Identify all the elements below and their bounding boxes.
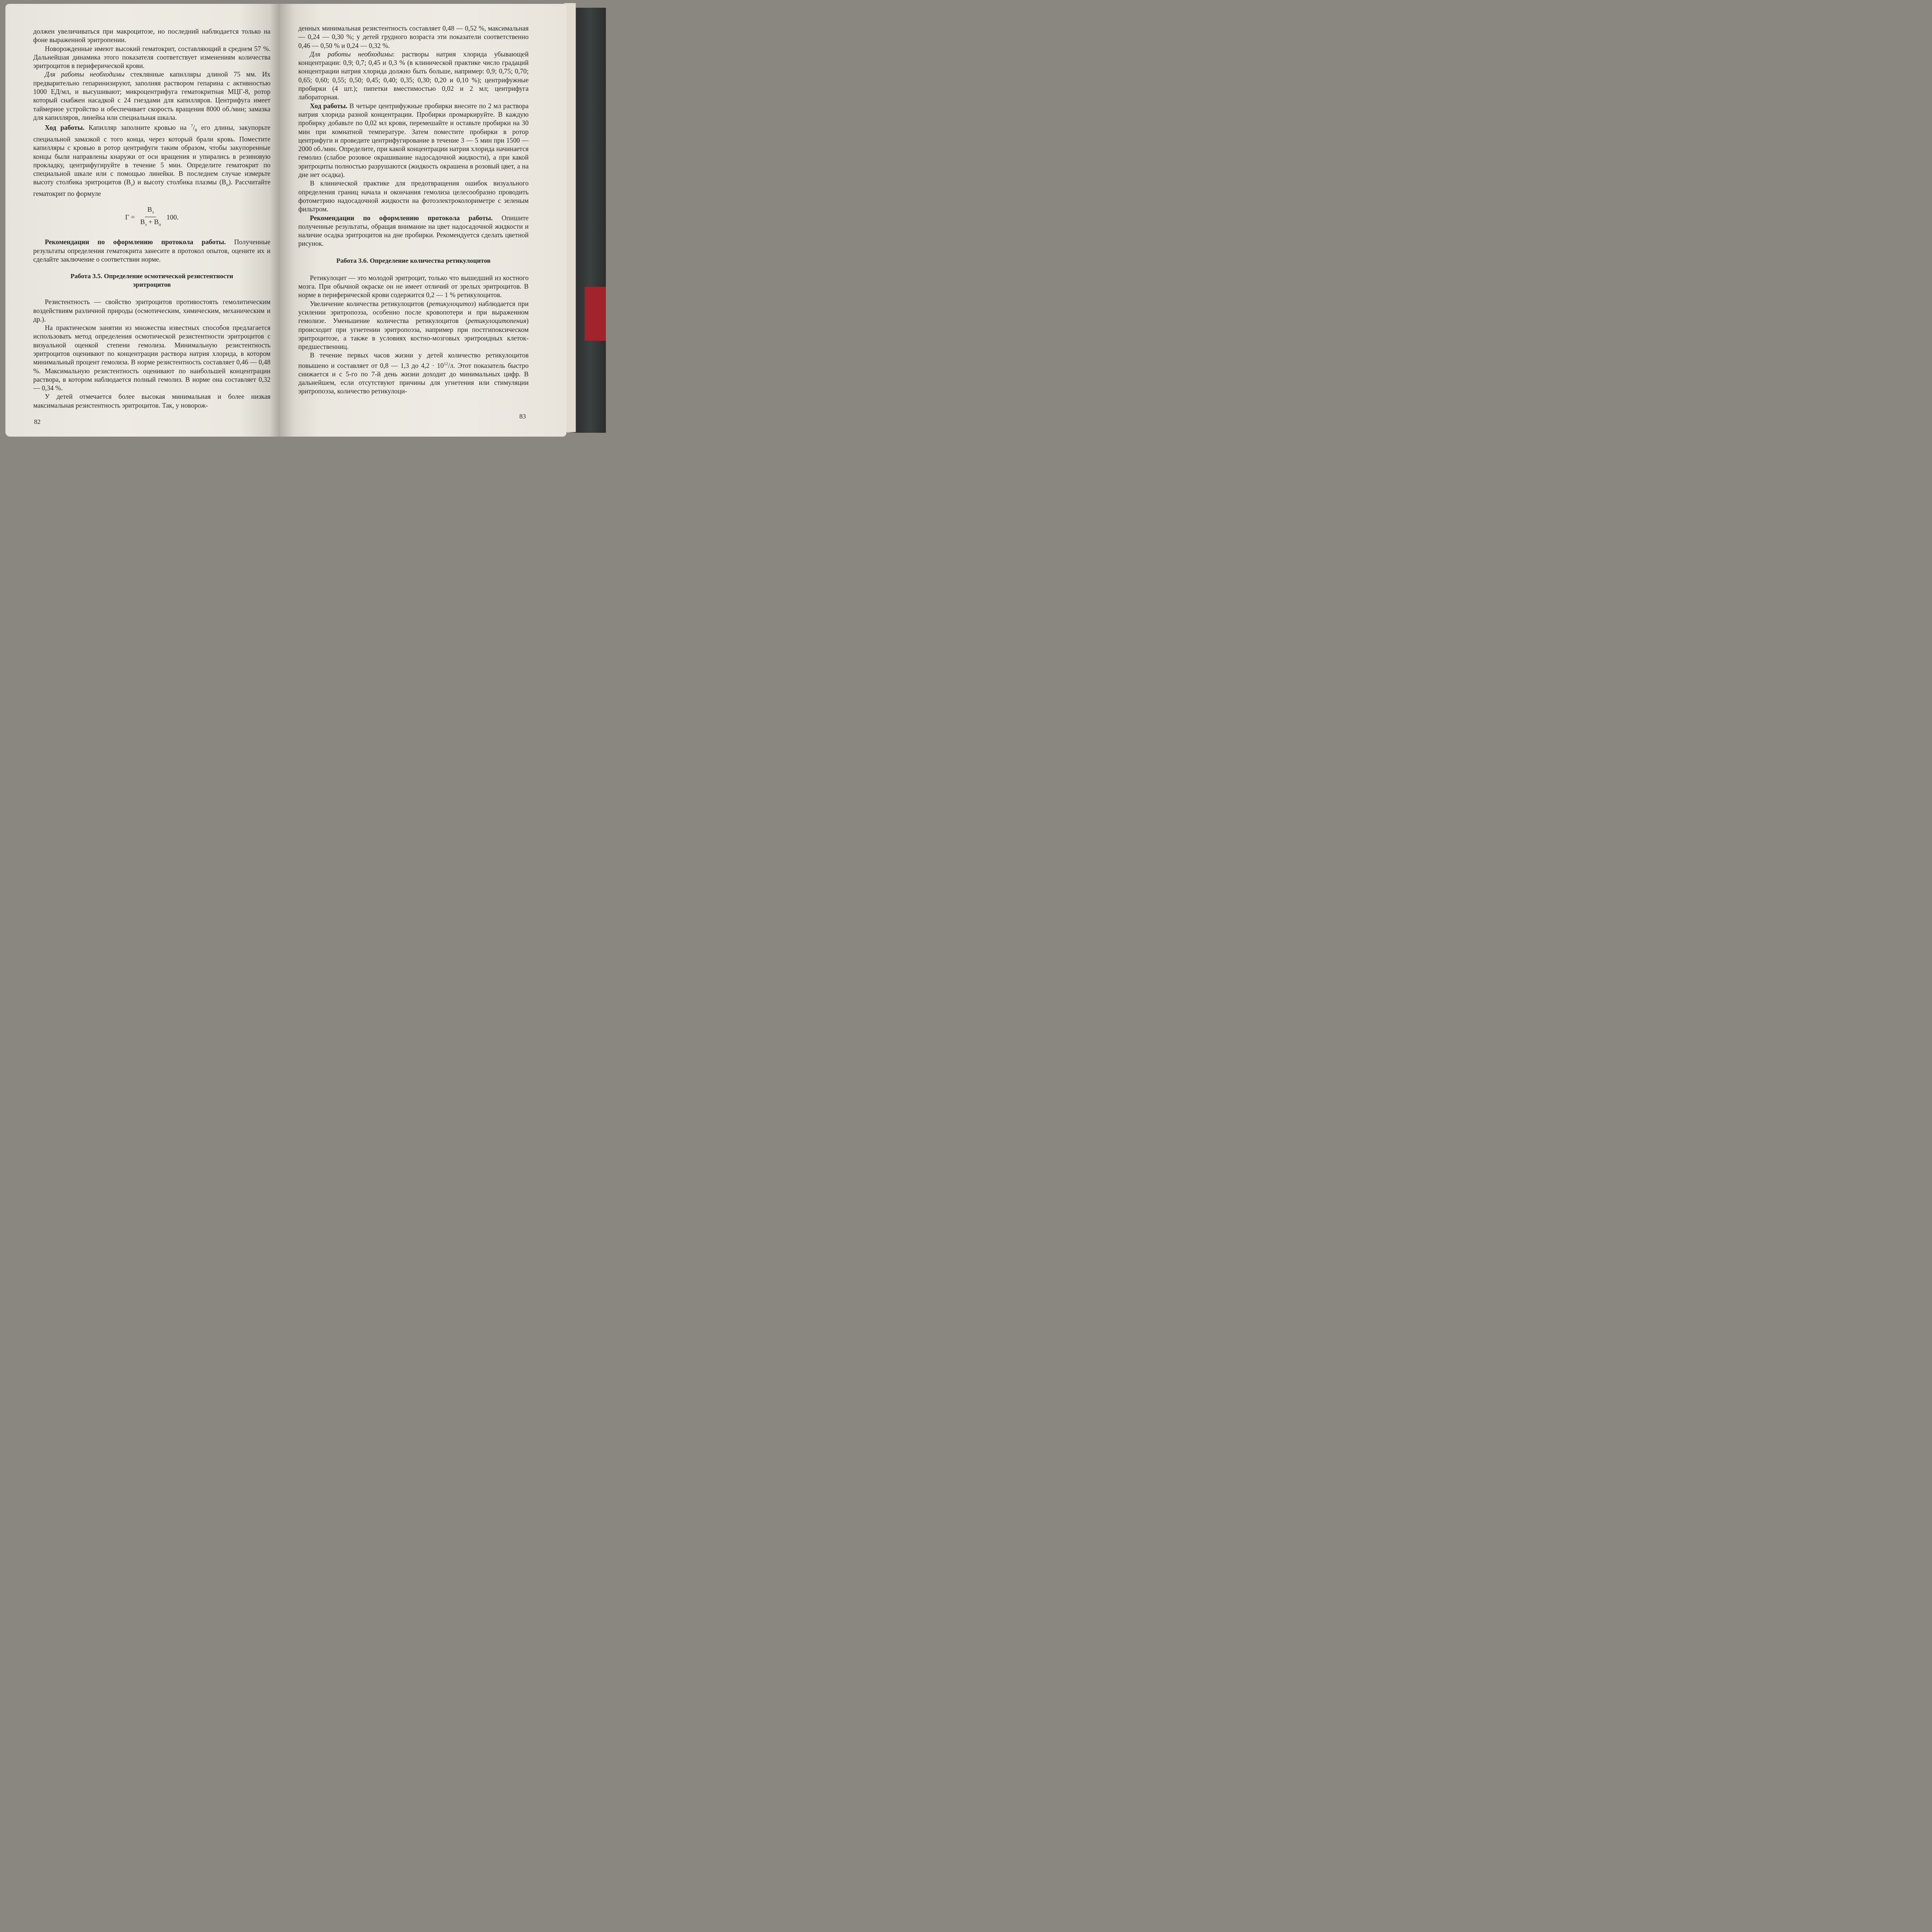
paragraph-text: ). Рассчитайте гематокрит по формуле	[33, 178, 271, 198]
formula-subscript: э	[152, 210, 154, 215]
formula-symbol: В	[154, 218, 159, 226]
subscript: п	[226, 182, 229, 187]
right-page	[280, 4, 566, 437]
paragraph: Новорожденные имеют высокий гематокрит, составляющий в среднем 57 %. Дальнейшая динамика этого показателя соответствует изменениям количества эритроцитов в периферической крови.	[33, 44, 270, 70]
paragraph-text: В течение первых часов жизни у детей количество ретикулоцитов повышено и составляет от 0,8 — 1,3 до 4,2 · 10	[298, 351, 529, 369]
section-heading-3-6: Работа 3.6. Определение количества ретикулоцитов	[336, 257, 491, 264]
subscript: э	[131, 182, 133, 187]
paragraph: Ретикулоцит — это молодой эритроцит, только что вышедший из костного мозга. При обычной окраске он не имеет отличий от зрелых эритроцитов. В норме в периферической крови содержится 0,2 — 1 % ретикулоцитов.	[298, 274, 529, 299]
right-page-text	[298, 24, 529, 396]
paragraph-text: ) и высоту столбика плазмы (В	[133, 178, 226, 186]
hematocrit-formula	[33, 205, 270, 230]
heading-line: эритроцитов	[133, 281, 171, 289]
bold-lead: Ход работы.	[45, 124, 85, 132]
paragraph: Резистентность — свойство эритроцитов противостоять гемолитическим воздействиям различной природы (осмотическим, химическим, механическим и др.).	[33, 298, 270, 323]
heading-line: Работа 3.5. Определение осмотической резистентности	[70, 272, 233, 280]
formula-lhs: Г =	[125, 213, 135, 221]
paragraph-text: : растворы натрия хлорида убывающей концентрации: 0,9; 0,7; 0,45 и 0,3 % (в клинической практике число градаций концентрации натрия хлорида должно быть больше, например: 0,9; 0,75; 0,70; 0,65; 0,60; 0,55; 0,50; 0,45; 0,40; 0,35; 0,30; 0,20 и 0,10 %); центрифужные пробирки (4 шт.); пипетки вместимостью 0,02 и 2 мл; центрифуга лабораторная.	[298, 50, 529, 101]
paragraph	[298, 50, 529, 102]
paragraph-text: Увеличение количества ретикулоцитов (	[310, 299, 429, 308]
paragraph-text: /л. Этот показатель быстро снижается и с 5-го по 7-й день жизни доходит до минимальных цифр. В дальнейшем, если отсутствуют причины для угнетения или стимуляции эритропоэза, количество ретикулоци-	[298, 361, 529, 395]
paragraph-text: Опишите полученные результаты, обращая внимание на цвет надосадочной жидкости и наличие осадка эритроцитов на дне пробирки. Рекомендуется сделать цветной рисунок.	[298, 214, 529, 248]
paragraph	[298, 102, 529, 179]
formula-operator: +	[146, 218, 154, 226]
formula-denominator	[138, 217, 163, 229]
book-cover-red-stripe	[585, 287, 606, 341]
paragraph: денных минимальная резистентность составляет 0,48 — 0,52 %, максимальная — 0,24 — 0,30 %; у детей грудного возраста эти показатели соответственно 0,46 — 0,50 % и 0,24 — 0,32 %.	[298, 24, 529, 49]
paragraph-text: Полученные результаты определения гематокрита занесите в протокол опытов, оцените их и сделайте заключение о соответствии норме.	[33, 238, 270, 263]
paragraph: Ход работы. Капилляр заполните кровью на $^7/_8$ его длины, закупорьте специальной замазкой с того конца, через который брали кровь. Поместите капилляры с кровью в ротор центрифуги таким образом, чтобы закупоренные концы были направлены кнаружи от оси вращения и упирались в резиновую прокладку, центрифугируйте в течение 5 мин. Определите гематокрит по специальной шкале или с помощью линейки. В последнем случае измерьте высоту столбика эритроцитов $(В_э)$ и высоту столбика плазмы $(В_п)$. Рассчитайте гематокрит по формуле	[33, 124, 271, 198]
italic-term: ретикулоцитоз	[429, 299, 474, 308]
formula-tail: 100.	[166, 213, 179, 221]
paragraph-text: ) происходит при угнетении эритропоэза, например при постгипоксическом эритроцитозе, а также в условиях костно-мозговых эритроидных клеток-предшественниц.	[298, 317, 529, 351]
paragraph-text: Капилляр заполните кровью на	[84, 124, 191, 132]
superscript: 12	[444, 361, 448, 366]
paragraph	[298, 299, 529, 351]
paragraph-text: его длины, закупорьте специальной замазкой с того конца, через который брали кровь. Поместите капилляры с кровью в ротор центрифуги таким образом, чтобы закупоренные концы были направлены кнаружи от оси вращения и упирались в резиновую прокладку, центрифугируйте в течение 5 мин. Определите гематокрит по специальной шкале или с помощью линейки. В последнем случае измерьте высоту столбика эритроцитов (В	[33, 124, 270, 186]
fraction-denominator: 8	[195, 128, 197, 133]
formula-symbol: В	[140, 218, 145, 226]
paragraph	[298, 351, 529, 395]
italic-term: ретикулоцитопения	[468, 317, 527, 325]
paragraph: У детей отмечается более высокая минимальная и более низкая максимальная резистентность эритроцитов. Так, у новорож-	[33, 393, 270, 409]
paragraph-text: стеклянные капилляры длиной 75 мм. Их предварительно гепаринизируют, заполняя раствором гепарина с активностью 1000 ЕД/мл, и высушивают; микроцентрифуга гематокритная МЦГ-8, ротор который снабжен насадкой с 24 гнездами для капилляров. Центрифуга имеет таймерное устройство и обеспечивает скорость вращения 8000 об./мин; замазка для капилляров, линейка или специальная шкала.	[33, 70, 270, 121]
bold-lead: Ход работы.	[310, 102, 348, 110]
left-page	[5, 4, 281, 437]
italic-lead: Для работы необходимы	[45, 70, 125, 78]
formula-symbol: В	[147, 205, 152, 213]
bold-lead: Рекомендации по оформлению протокола работы.	[45, 238, 226, 246]
page-number-left: 82	[34, 418, 41, 425]
formula-fraction	[138, 205, 163, 230]
paragraph: должен увеличиваться при макроцитозе, но последний наблюдается только на фоне выраженной эритропении.	[33, 27, 270, 44]
fraction-numerator: 7	[190, 124, 193, 129]
formula-numerator	[145, 205, 156, 218]
formula-subscript: э	[145, 223, 147, 228]
paragraph	[298, 214, 529, 248]
section-heading-3-5	[33, 272, 270, 289]
page-number-right: 83	[519, 413, 526, 420]
paragraph	[33, 70, 270, 122]
paragraph: В клинической практике для предотвращения ошибок визуального определения границ начала и окончания гемолиза целесообразно проводить фотометрию надосадочной жидкости на фотоэлектроколориметре с зеленым фильтром.	[298, 179, 529, 213]
left-page-text	[33, 27, 270, 410]
paragraph-text: ) наблюдается при усилении эритропоэза, особенно после кровопотери и при выраженном гемолизе. Уменьшение количества ретикулоцитов (	[298, 299, 529, 325]
italic-lead: Для работы необходимы	[310, 50, 393, 58]
paragraph	[33, 238, 270, 264]
paragraph: На практическом занятии из множества известных способов предлагается использовать метод определения осмотической резистентности эритроцитов с визуальной оценкой степени гемолиза. Минимальную резистентность эритроцитов оценивают по концентрации раствора натрия хлорида, в котором минимальный процент гемолиза. В норме резистентность составляет 0,46 — 0,48 %. Максимальную резистентность оценивают по наибольшей концентрации раствора, в котором наблюдается полный гемолиз. В норме она составляет 0,32 — 0,34 %.	[33, 324, 270, 392]
formula-subscript: п	[158, 223, 161, 228]
paragraph-text: В четыре центрифужные пробирки внесите по 2 мл раствора натрия хлорида разной концентрации. Пробирки промаркируйте. В каждую пробирку добавьте по 0,02 мл крови, перемешайте и оставьте пробирки на 30 мин при комнатной температуре. Затем поместите пробирки в ротор центрифуги и проведите центрифугирование в течение 3 — 5 мин при 1500 — 2000 об./мин. Определите, при какой концентрации натрия хлорида начинается гемолиз (слабое розовое окрашивание надосадочной жидкости), а при какой эритроциты полностью разрушаются (жидкость окрашена в розовый цвет, а на дне нет осадка).	[298, 102, 529, 179]
bold-lead: Рекомендации по оформлению протокола работы.	[310, 214, 493, 222]
